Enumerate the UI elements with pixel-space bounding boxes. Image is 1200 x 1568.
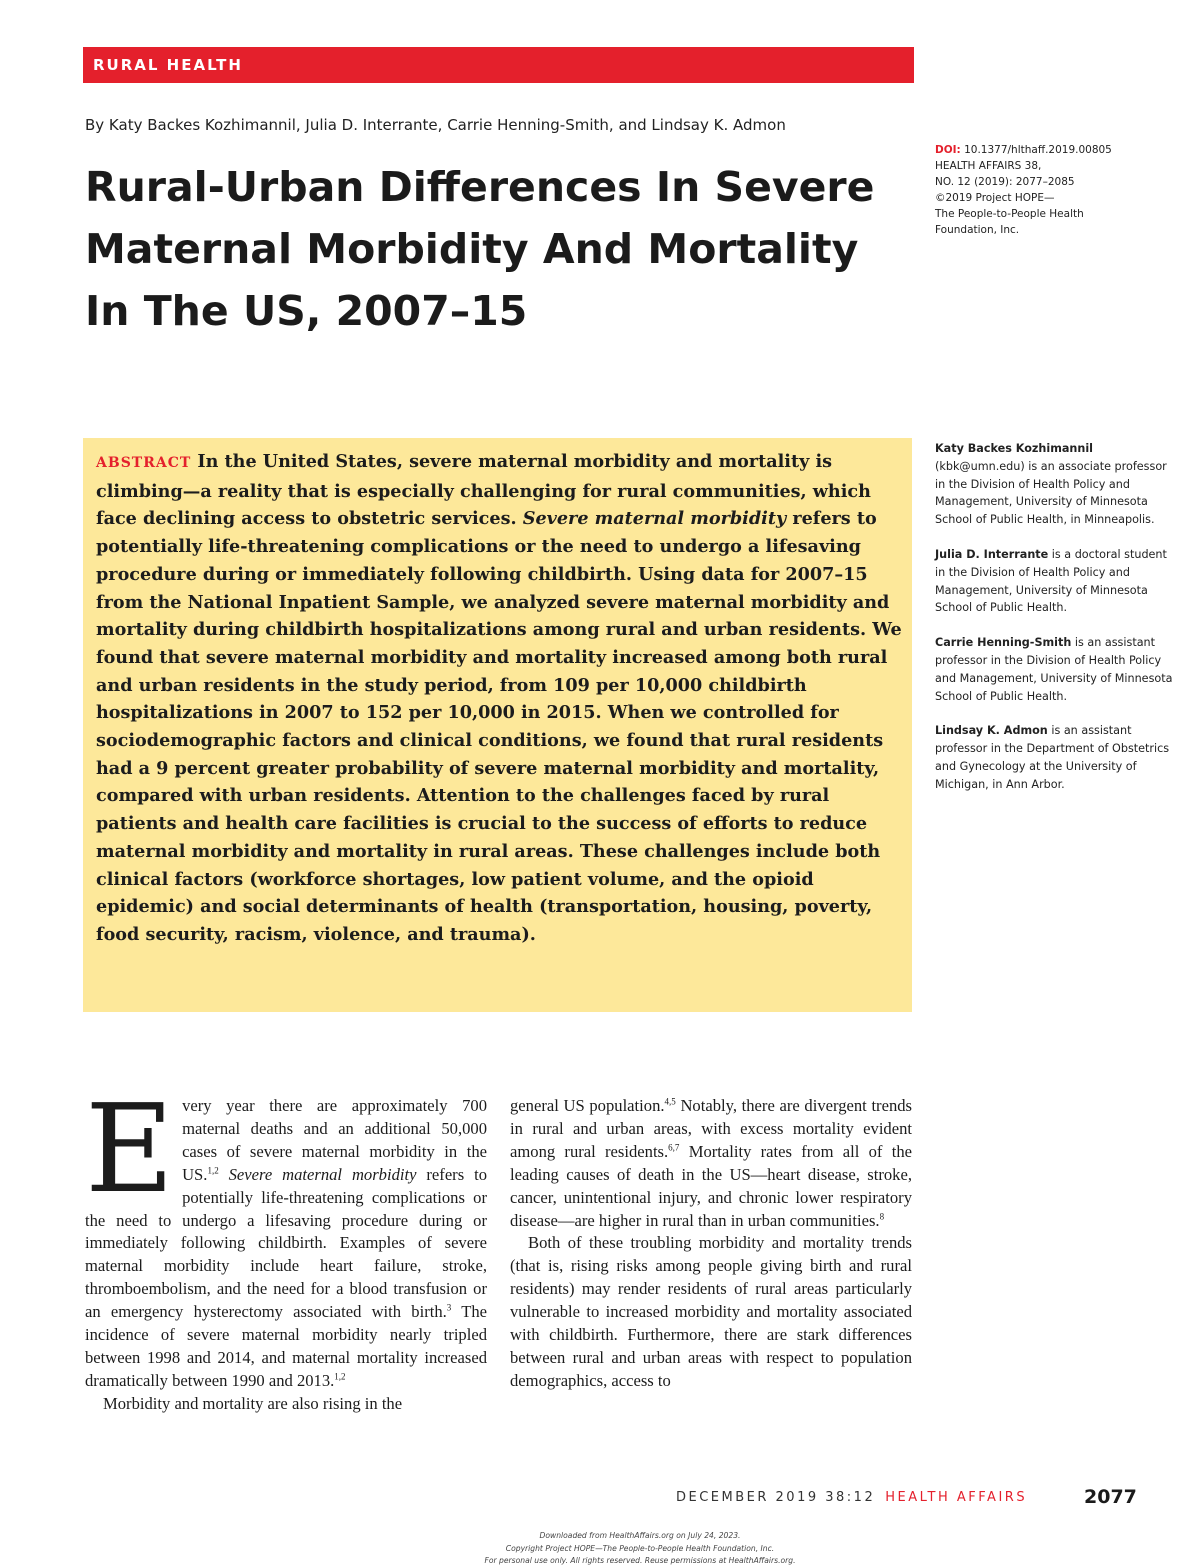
author-name: Lindsay K. Admon [935,724,1048,738]
issue-info: DECEMBER 2019 38:12 [676,1490,876,1505]
author-bio-text: (kbk@umn.edu) is an associate professor in the Division of Health Policy and Management, University of Minnesota School of Public Health, in Minneapolis. [935,459,1167,527]
author-name: Katy Backes Kozhimannil [935,442,1094,455]
title-line: Maternal Morbidity And Mortality [85,225,859,273]
body-paragraph: Morbidity and mortality are also rising in the [103,1393,403,1413]
body-text: Notably, there are divergent trends in rural and urban areas, with excess mortality evident among rural residents. [510,1096,912,1161]
citation-ref[interactable]: 8 [879,1211,885,1221]
usage-notice: For personal use only. All rights reserved. Reuse permissions at HealthAffairs.org. [484,1556,796,1565]
citation-ref[interactable]: 1,2 [334,1371,346,1382]
article-metadata [935,142,1175,238]
body-text: Mortality rates from all of the leading causes of death in the US—heart disease, stroke, cancer, unintentional injury, and chronic lower respiratory disease—are higher in rural than in urban communities. [510,1141,912,1230]
page-number: 2077 [1084,1486,1137,1508]
copyright-notice: Copyright Project HOPE—The People-to-People Health Foundation, Inc. [505,1543,775,1553]
author-bio-text: is a doctoral student in the Division of Health Policy and Management, University of Minnesota School of Public Health. [935,547,1167,615]
abstract-label: ABSTRACT [96,455,192,471]
body-text: general US population. [510,1096,665,1115]
author-bio-text: is an assistant professor in the Department of Obstetrics and Gynecology at the University of Michigan, in Ann Arbor. [935,724,1170,791]
download-notice [430,1530,850,1568]
abstract-box [83,438,912,1012]
author-bios [935,440,1180,811]
abstract-italic-term: Severe maternal morbidity [522,508,787,530]
citation-ref[interactable]: 6,7 [668,1142,680,1153]
doi-label: DOI: [935,144,961,156]
author-name: Carrie Henning-Smith [935,636,1072,650]
body-paragraph: Both of these troubling morbidity and mortality trends (that is, rising risks among people giving birth and rural residents) may render residents of rural areas particularly vulnerable to increased morbidity and mortality associated with childbirth. Furthermore, there are stark differences between rural and urban areas with respect to population demographics, access to [510,1233,912,1390]
body-text: The incidence of severe maternal morbidity nearly tripled between 1998 and 2014, and maternal mortality increased dramatically between 1990 and 2013. [85,1302,487,1390]
section-label: RURAL HEALTH [93,56,243,74]
doi-link[interactable]: 10.1377/hlthaff.2019.00805 [964,144,1112,156]
citation-issue: NO. 12 (2019): 2077–2085 [935,176,1075,188]
author-byline: By Katy Backes Kozhimannil, Julia D. Interrante, Carrie Henning-Smith, and Lindsay K. Admon [85,116,786,134]
body-column-left [85,1078,487,1416]
author-bio [935,634,1180,705]
title-line: Rural-Urban Differences In Severe [85,163,875,211]
article-title [85,156,915,342]
copyright-holder-suffix: Foundation, Inc. [935,224,1020,236]
citation-ref[interactable]: 4,5 [664,1096,676,1107]
journal-name: HEALTH AFFAIRS [885,1490,1028,1505]
doi-line [935,142,1175,158]
body-paragraph [510,1095,912,1232]
citation-ref[interactable]: 3 [446,1302,452,1313]
copyright-holder: The People-to-People Health [935,208,1084,220]
copyright-line: ©2019 Project HOPE— [935,192,1055,204]
citation-journal: HEALTH AFFAIRS 38, [935,160,1042,172]
abstract-part: In the United States, severe maternal morbidity and mortality is climbing—a reality that is especially challenging for rural communities, which face declining access to obstetric services. [96,451,871,530]
citation-ref[interactable]: 1,2 [207,1165,219,1176]
author-bio [935,546,1180,617]
author-bio [935,440,1180,529]
drop-cap: E [85,1078,175,1220]
author-bio-text: is an assistant professor in the Division of Health Policy and Management, University of Minnesota School of Public Health. [935,636,1173,703]
author-bio [935,722,1180,793]
body-text: very year there are approximately 700 maternal deaths and an additional 50,000 cases of severe maternal morbidity in the US. [182,1096,487,1184]
author-name: Julia D. Interrante [935,547,1049,561]
abstract-part: refers to potentially life-threatening complications or the need to undergo a lifesaving procedure during or immediately following childbirth. Using data for 2007–15 from the National Inpatient Sample, we analyzed severe maternal morbidity and mortality during childbirth hospitalizations among rural and urban residents. We found that severe maternal morbidity and mortality increased among both rural and urban residents in the study period, from 109 per 10,000 childbirth hospitalizations in 2007 to 152 per 10,000 in 2015. When we controlled for sociodemographic factors and clinical conditions, we found that rural residents had a 9 percent greater probability of severe maternal morbidity and mortality, compared with urban residents. Attention to the challenges faced by rural patients and health care facilities is crucial to the success of efforts to reduce maternal morbidity and mortality in rural areas. These challenges include both clinical factors (workforce shortages, low patient volume, and the opioid epidemic) and social determinants of health (transportation, housing, poverty, food security, racism, violence, and trauma). [96,508,902,945]
body-italic-term: Severe maternal morbidity [218,1164,417,1184]
body-text: refers to potentially life-threatening complications or the need to undergo a lifesaving procedure during or immediately following childbirth. Examples of severe maternal morbidity include heart failure, stroke, thromboembolism, and the need for a blood transfusion or an emergency hysterectomy associated with birth. [85,1164,487,1322]
download-line: Downloaded from HealthAffairs.org on July 24, 2023. [539,1531,741,1540]
page-footer [676,1486,1137,1508]
body-column-right [510,1095,912,1393]
body-paragraph [85,1078,487,1393]
abstract-text [96,448,904,949]
section-banner [83,47,914,83]
title-line: In The US, 2007–15 [85,287,528,335]
